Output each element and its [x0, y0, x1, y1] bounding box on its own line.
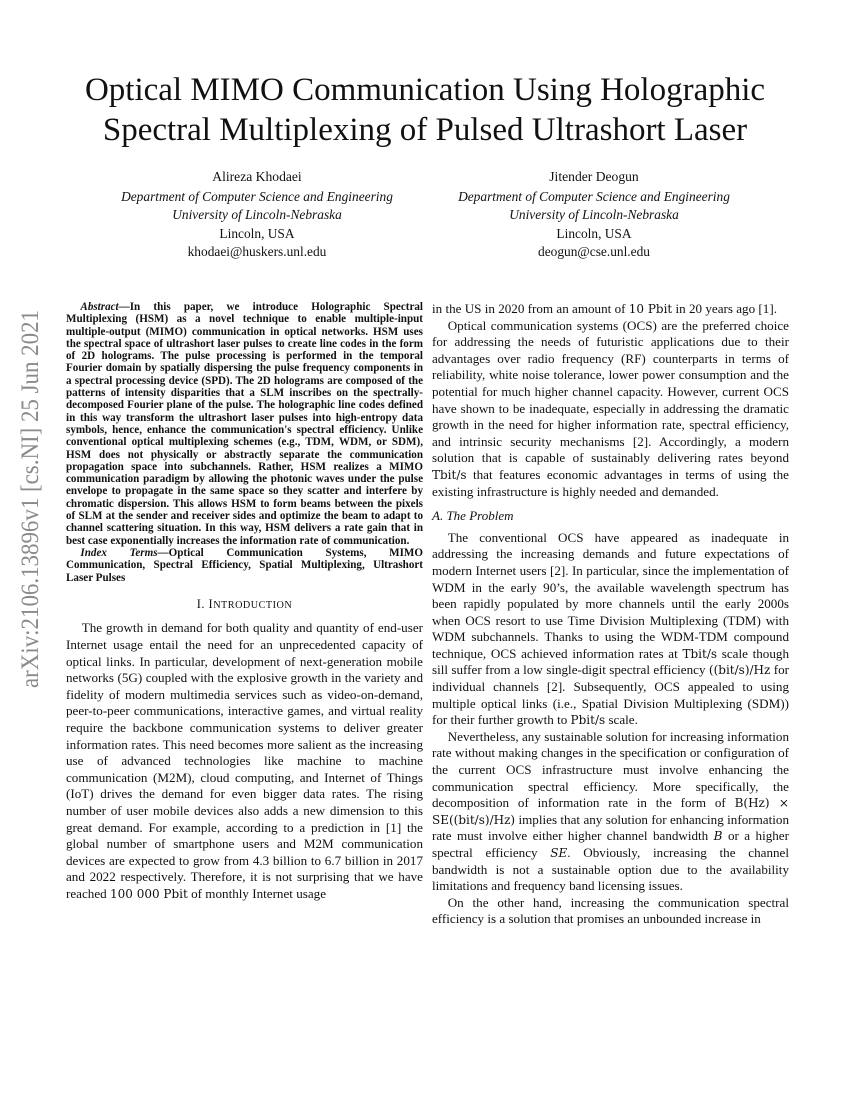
section-title-rest: NTRODUCTION	[213, 599, 293, 611]
arxiv-identifier	[2, 308, 50, 688]
text-run: Nevertheless, any sustainable solution for increasing information rate without making changes in the specification or configuration of the current OCS infrastructure must involve enhancing the communication spectral efficiency. More specifically, the decomposition of information rate in the form of	[432, 728, 789, 811]
text-run: in 20 years ago [1].	[672, 301, 777, 316]
problem-paragraph-3: On the other hand, increasing the communication spectral efficiency is a solution that promises an unbounded increase in	[432, 894, 789, 927]
math-run: Tbit/s	[682, 646, 718, 661]
problem-paragraph-2	[432, 729, 789, 895]
abstract-label: Abstract	[80, 301, 119, 313]
text-run: implies that any solution for enhancing information rate must involve either higher channel bandwidth	[432, 811, 789, 844]
paper-title	[50, 70, 800, 150]
text-run: or a higher spectral efficiency	[432, 828, 789, 860]
left-column	[66, 301, 423, 903]
intro-paragraph-1	[66, 620, 423, 902]
math-run: SE	[550, 846, 568, 860]
intro-paragraph-1-continued	[432, 301, 789, 318]
text-run	[432, 301, 777, 316]
math-run: 100 000 Pbit	[109, 886, 188, 901]
index-terms-label: Index Terms	[80, 546, 158, 559]
arxiv-identifier-svg	[2, 308, 50, 688]
index-terms-paragraph	[66, 547, 423, 584]
section-numeral: I.	[196, 596, 209, 611]
author-location: Lincoln, USA	[556, 225, 632, 241]
author-department: Department of Computer Science and Engineering	[458, 189, 730, 205]
author-block-2	[414, 168, 774, 261]
author-email: khodaei@huskers.unl.edu	[187, 243, 327, 259]
abstract-text: —In this paper, we introduce Holographic Spectral Multiplexing (HSM) as a novel technique to enable multiple-input multiple-output (MIMO) communication in optical networks. HSM uses the spectral space of ultrashort laser pulses to create line codes in the form of 2D holograms. The pulse processing is performed in the temporal Fourier domain by spatially dispersing the pulse frequency components in a spectral processing device (SPD). The 2D holograms are composed of the patterns of intensity disparities that a SLM inscribes on the spectrally-decomposed Fourier plane of the pulse. The holographic line codes defined in this way transform the ultrashort laser pulses into high-entropy data symbols, hence, enhance the communication's spectral efficiency. Unlike conventional optical multiplexing schemes (e.g., TDM, WDM, or SDM), HSM does not physically or abstractly separate the communication propagation space into subchannels. Rather, HSM realizes a MIMO communication paradigm by allowing the photonic waves under the pulse envelope to propagate in the same space so they scatter and interfere by chromatic dispersion. This allows HSM to form beams between the pixels of SLM at the sender and receiver sides and optimize the beam to adapt to channel scattering situation. In this way, HSM delivers a rate gain that in best case exponentially increases the information rate of communication.	[66, 301, 423, 547]
math-run: Tbit/s	[432, 467, 467, 482]
math-run: B	[713, 829, 723, 844]
subsection-heading-problem: A. The Problem	[432, 508, 514, 524]
math-run: B(Hz) × SE((bit/s)/Hz)	[432, 796, 789, 827]
text-run: The growth in demand for both quality and quantity of end-user Internet usage entail the need for an unprecedented capacity of optical links. In particular, development of next-generation mobile networks (5G) coupled with the explosive growth in the variety and fidelity of modern multimedia services such as video-on-demand, peer-to-peer communications, interactive games, and virtual reality require the backbone communication systems to deliver greater information rates. This need becomes more salient as the increasing use of advanced technologies like machine to machine communication (M2M), cloud computing, and Internet of Things (IoT) drives the demand for even bigger data rates. The rising number of user mobile devices also adds a new dimension to this great demand. For example, according to a prediction in [1] the global number of smartphone users and M2M communication devices are expected to grow from 4.3 billion to 6.7 billion in 2017 and 2022 respectively. Therefore, it is not surprising that we have reached	[66, 620, 423, 901]
problem-paragraph-1	[432, 530, 789, 729]
author-block-1	[77, 168, 437, 261]
title-line-2: Spectral Multiplexing of Pulsed Ultrashort Laser	[102, 112, 748, 148]
author-department: Department of Computer Science and Engineering	[121, 189, 393, 205]
author-name: Alireza Khodaei	[212, 169, 302, 184]
math-run: 10 Pbit	[628, 302, 673, 316]
math-run: ((bit/s)/Hz	[708, 663, 771, 678]
text-run: Optical communication systems (OCS) are the preferred choice for addressing the needs of futuristic applications due to their advantages over radio frequency (RF) counterparts in terms of reliability, white noise tolerance, lower power consumption and the potential for much higher channel capacity. However, current OCS have shown to be inadequate, especially in addressing the dramatic growth in the need for higher information rate, spectral efficiency, and intrinsic security mechanisms [2]. Accordingly, a modern solution that is capable of sustainably delivering rates beyond	[432, 317, 789, 466]
text-run: for individual channels [2]. Subsequently, OCS appealed to using multiple optical links (i.e., Spatial Division Multiplexing (SDM)) for their further growth to	[432, 662, 789, 728]
text-run: in the US in 2020 from an amount of	[432, 301, 629, 316]
author-university: University of Lincoln-Nebraska	[172, 207, 342, 223]
intro-paragraph-2	[432, 318, 789, 501]
text-run: of monthly Internet usage	[187, 885, 327, 901]
section-heading-introduction	[66, 596, 423, 615]
author-name: Jitender Deogun	[549, 169, 639, 184]
arxiv-identifier-text: arXiv:2106.13896v1 [cs.NI] 25 Jun 2021	[15, 308, 44, 688]
text-run: The conventional OCS have appeared as inadequate in addressing the increasing demands and future expectations of modern Internet users [2]. In particular, since the implementation of WDM in the early 90’s, the available wavelength spectrum has been rapidly populated by more channels until the early 2000s when OCS resort to use Time Division Multiplexing (TDM) with WDM subchannels. Thanks to using the WDM-TDM compound technique, OCS achieved information rates at	[432, 529, 789, 661]
text-run: scale though sill suffer from a low single-digit spectral efficiency	[432, 645, 789, 678]
author-location: Lincoln, USA	[219, 225, 295, 241]
title-line-1: Optical MIMO Communication Using Holographic	[84, 72, 766, 108]
abstract-paragraph	[66, 301, 423, 547]
right-column	[432, 301, 789, 928]
math-run: Pbit/s	[570, 713, 606, 728]
text-run: . Obviously, increasing the channel bandwidth is not a sustainable option due to the availability limitations and frequency band licensing issues.	[432, 845, 789, 894]
text-run: that features economic advantages in terms of using the existing infrastructure is highly needed and demanded.	[432, 466, 789, 499]
index-terms-text: —Optical Communication Systems, MIMO Communication, Spectral Efficiency, Spatial Multiplexing, Ultrashort Laser Pulses	[66, 546, 423, 584]
abstract	[66, 301, 423, 584]
section-title-first: I	[208, 596, 214, 611]
author-email: deogun@cse.unl.edu	[538, 243, 650, 259]
author-university: University of Lincoln-Nebraska	[509, 207, 679, 223]
text-run: scale.	[605, 712, 638, 728]
